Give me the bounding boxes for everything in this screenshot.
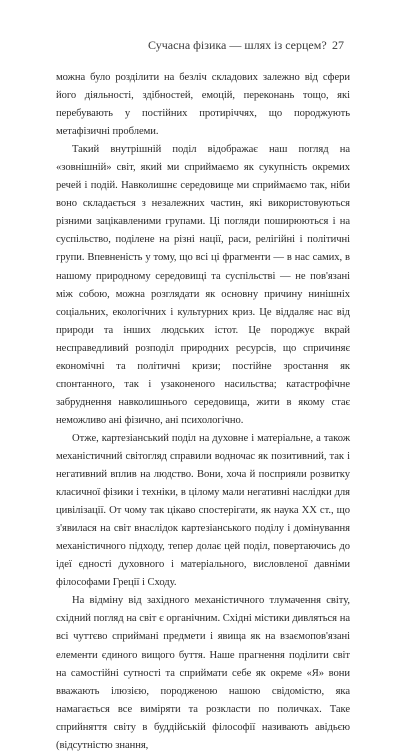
page-header xyxy=(56,37,344,53)
paragraph: Такий внутрішній поділ відображає наш погляд на «зовнішній» світ, який ми сприймаємо як сукупність окремих речей і подій. Навколишнє середовище ми сприймаємо так, ніби воно складається з незалежних частин, які використовуються різними зацікавленими групами. Ці погляди поширюються і на суспільство, поділене на різні нації, раси, релігійні і політичні групи. Впевненість у тому, що всі ці фрагменти — в нас самих, в нашому природному середовищі та суспільстві — не пов'язані між собою, можна розглядати як основну причину нинішніх соціальних, екологічних і культурних криз. Це віддаляє нас від природи та інших людських істот. Це породжує вкрай несправедливий розподіл природних ресурсів, що спричиняє економічні та політичні кризи; постійне зростання як спонтанного, так і узаконеного насильства; катастрофічне забруднення навколишнього середовища, жити в якому стає неможливо ані фізично, ані психологічно. xyxy=(56,144,350,426)
page-number: 27 xyxy=(332,38,344,52)
body-text xyxy=(56,69,350,755)
paragraph: Отже, картезіанський поділ на духовне і матеріальне, а також механістичний світогляд справили водночас як позитивний, так і негативний вплив на людство. Вони, хоча й посприяли розвитку класичної фізики і техніки, в цілому мали негативні наслідки для цивілізації. От чому так цікаво спостерігати, як наука XX ст., що з'явилася на світ внаслідок картезіанського поділу і домінування механістичного підходу, тепер долає цей поділ, повертаючись до ідеї єдності духовного і матеріального, висловленої давніми філософами Греції і Сходу. xyxy=(56,432,350,589)
running-title: Сучасна фізика — шлях із серцем? xyxy=(148,38,327,52)
paragraph: можна було розділити на безліч складових залежно від сфери його діяльності, здібностей, емоцій, переконань тощо, які перебувають у постійних протиріччях, що породжують метафізичні проблеми. xyxy=(56,72,350,138)
paragraph: На відміну від західного механістичного тлумачення світу, східний погляд на світ є органічним. Східні містики дивляться на всі чуттєво сприймані предмети і явища як на взаємопов'язані елементи єдиного вищого буття. Наше прагнення поділити світ на самостійні сутності та сприймати себе як окреме «Я» вони вважають ілюзією, породженою нашою свідомістю, яка намагається все виміряти та розкласти по поличках. Таке сприйняття світу в буддійській філософії називають авідьєю (відсутністю знання, xyxy=(56,595,350,751)
